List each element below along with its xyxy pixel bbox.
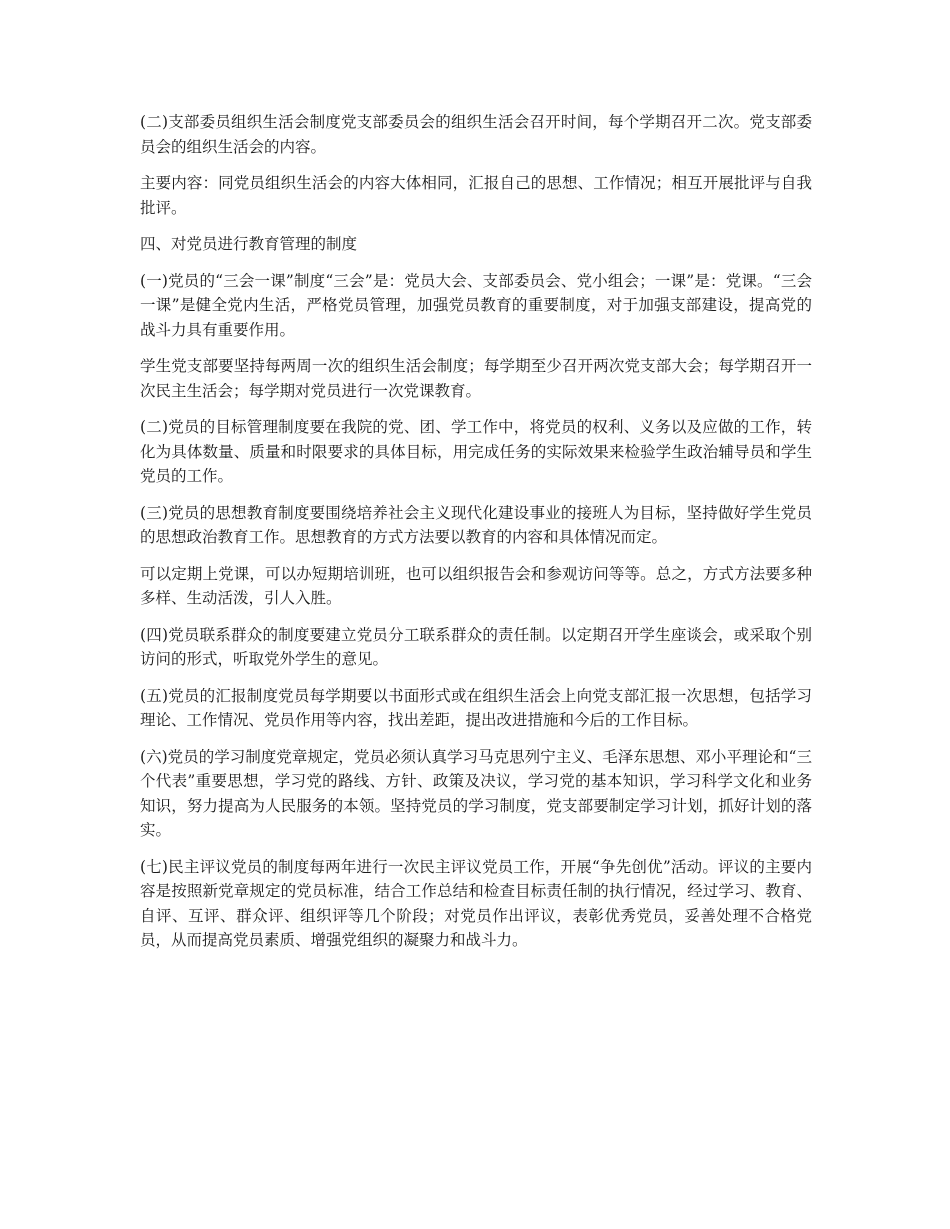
document-body — [140, 110, 812, 965]
paragraph-ideological-education: (三)党员的思想教育制度要围绕培养社会主义现代化建设事业的接班人为目标，坚持做好学生党员的思想政治教育工作。思想教育的方式方法要以教育的内容和具体情况而定。 — [140, 503, 812, 546]
paragraph-three-meetings-one-lesson: (一)党员的“三会一课”制度“三会”是：党员大会、支部委员会、党小组会；一课”是：党课。“三会一课”是健全党内生活，严格党员管理，加强党员教育的重要制度，对于加强支部建设，提高党的战斗力具有重要作用。 — [140, 271, 812, 339]
paragraph-target-management: (二)党员的目标管理制度要在我院的党、团、学工作中，将党员的权利、义务以及应做的工作，转化为具体数量、质量和时限要求的具体目标，用完成任务的实际效果来检验学生政治辅导员和学生党员的工作。 — [140, 418, 812, 485]
section-heading-education-management: 四、对党员进行教育管理的制度 — [140, 235, 358, 253]
paragraph-student-branch-schedule: 学生党支部要坚持每两周一次的组织生活会制度；每学期至少召开两次党支部大会；每学期召开一次民主生活会；每学期对党员进行一次党课教育。 — [140, 357, 812, 400]
paragraph-mass-contact: (四)党员联系群众的制度要建立党员分工联系群众的责任制。以定期召开学生座谈会，或采取个别访问的形式，听取党外学生的意见。 — [140, 625, 812, 668]
paragraph-education-methods: 可以定期上党课，可以办短期培训班，也可以组织报告会和参观访问等等。总之，方式方法要多种多样、生动活泼，引人入胜。 — [140, 564, 812, 607]
paragraph-democratic-evaluation: (七)民主评议党员的制度每两年进行一次民主评议党员工作，开展“争先创优”活动。评议的主要内容是按照新党章规定的党员标准，结合工作总结和检查目标责任制的执行情况，经过学习、教育、自评、互评、群众评、组织评等几个阶段；对党员作出评议，表彰优秀党员，妥善处理不合格党员，从而提高党员素质、增强党组织的凝聚力和战斗力。 — [140, 857, 812, 949]
paragraph-branch-committee-meeting: (二)支部委员组织生活会制度党支部委员会的组织生活会召开时间，每个学期召开二次。党支部委员会的组织生活会的内容。 — [140, 113, 812, 156]
paragraph-main-content: 主要内容：同党员组织生活会的内容大体相同，汇报自己的思想、工作情况；相互开展批评与自我批评。 — [140, 174, 812, 217]
paragraph-study-system: (六)党员的学习制度党章规定，党员必须认真学习马克思列宁主义、毛泽东思想、邓小平理论和“三个代表”重要思想，学习党的路线、方针、政策及决议，学习党的基本知识，学习科学文化和业务知识，努力提高为人民服务的本领。坚持党员的学习制度，党支部要制定学习计划，抓好计划的落实。 — [140, 747, 812, 839]
paragraph-reporting-system: (五)党员的汇报制度党员每学期要以书面形式或在组织生活会上向党支部汇报一次思想，包括学习理论、工作情况、党员作用等内容，找出差距，提出改进措施和今后的工作目标。 — [140, 686, 812, 729]
